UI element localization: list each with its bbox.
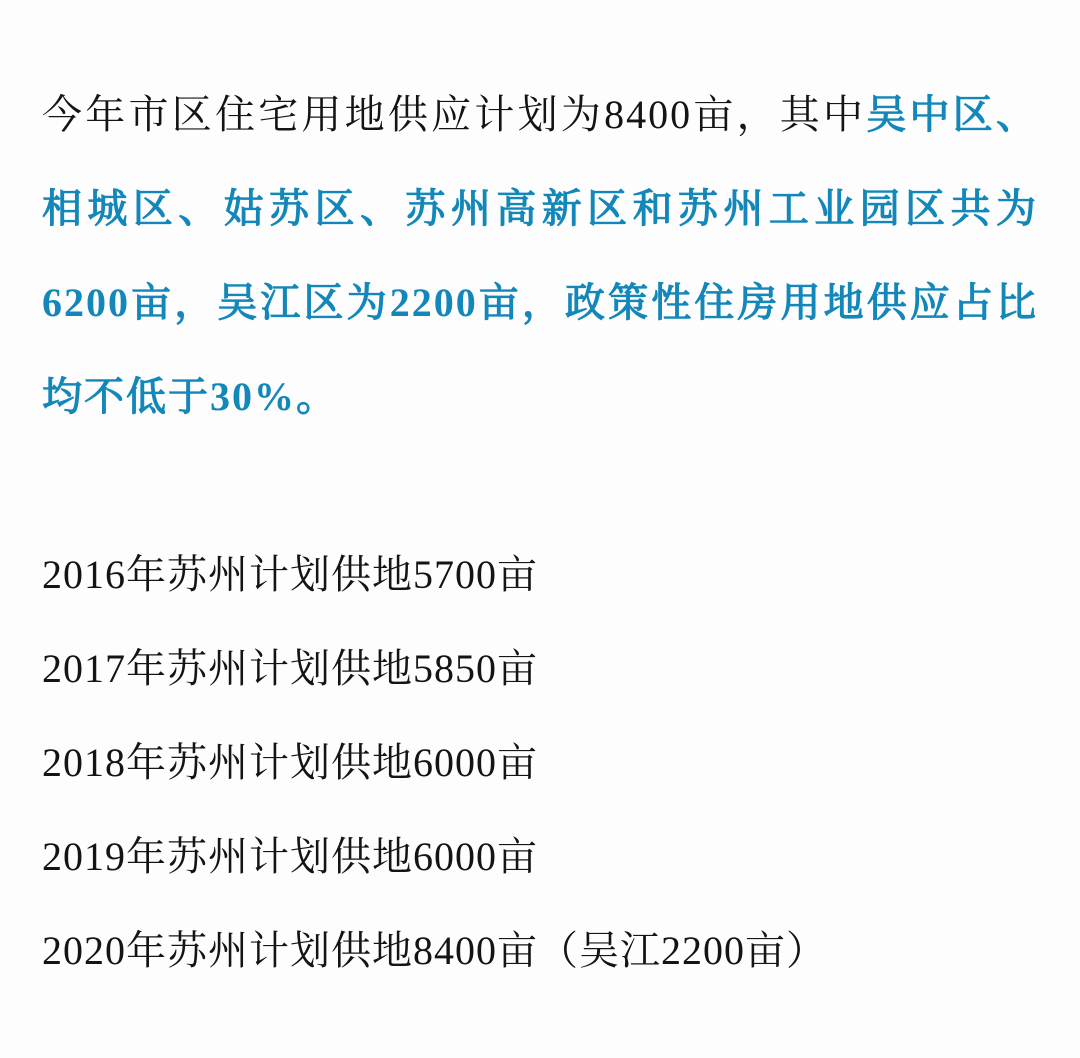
- intro-paragraph: [42, 68, 1038, 444]
- supply-history-list: [42, 528, 1038, 998]
- supply-history-line-2018: 2018年苏州计划供地6000亩: [42, 740, 538, 785]
- supply-history-line-2019: 2019年苏州计划供地6000亩: [42, 834, 538, 879]
- paragraph-highlighted-text: 吴中区、相城区、姑苏区、苏州高新区和苏州工业园区共为6200亩，吴江区为2200亩，政策性住房用地供应占比均不低于30%。: [42, 92, 1039, 419]
- supply-history-line-2020: 2020年苏州计划供地8400亩（吴江2200亩）: [42, 928, 827, 973]
- supply-history-line-2017: 2017年苏州计划供地5850亩: [42, 646, 538, 691]
- supply-history-line-2016: 2016年苏州计划供地5700亩: [42, 552, 538, 597]
- paragraph-black-text: 今年市区住宅用地供应计划为8400亩，其中: [42, 92, 867, 137]
